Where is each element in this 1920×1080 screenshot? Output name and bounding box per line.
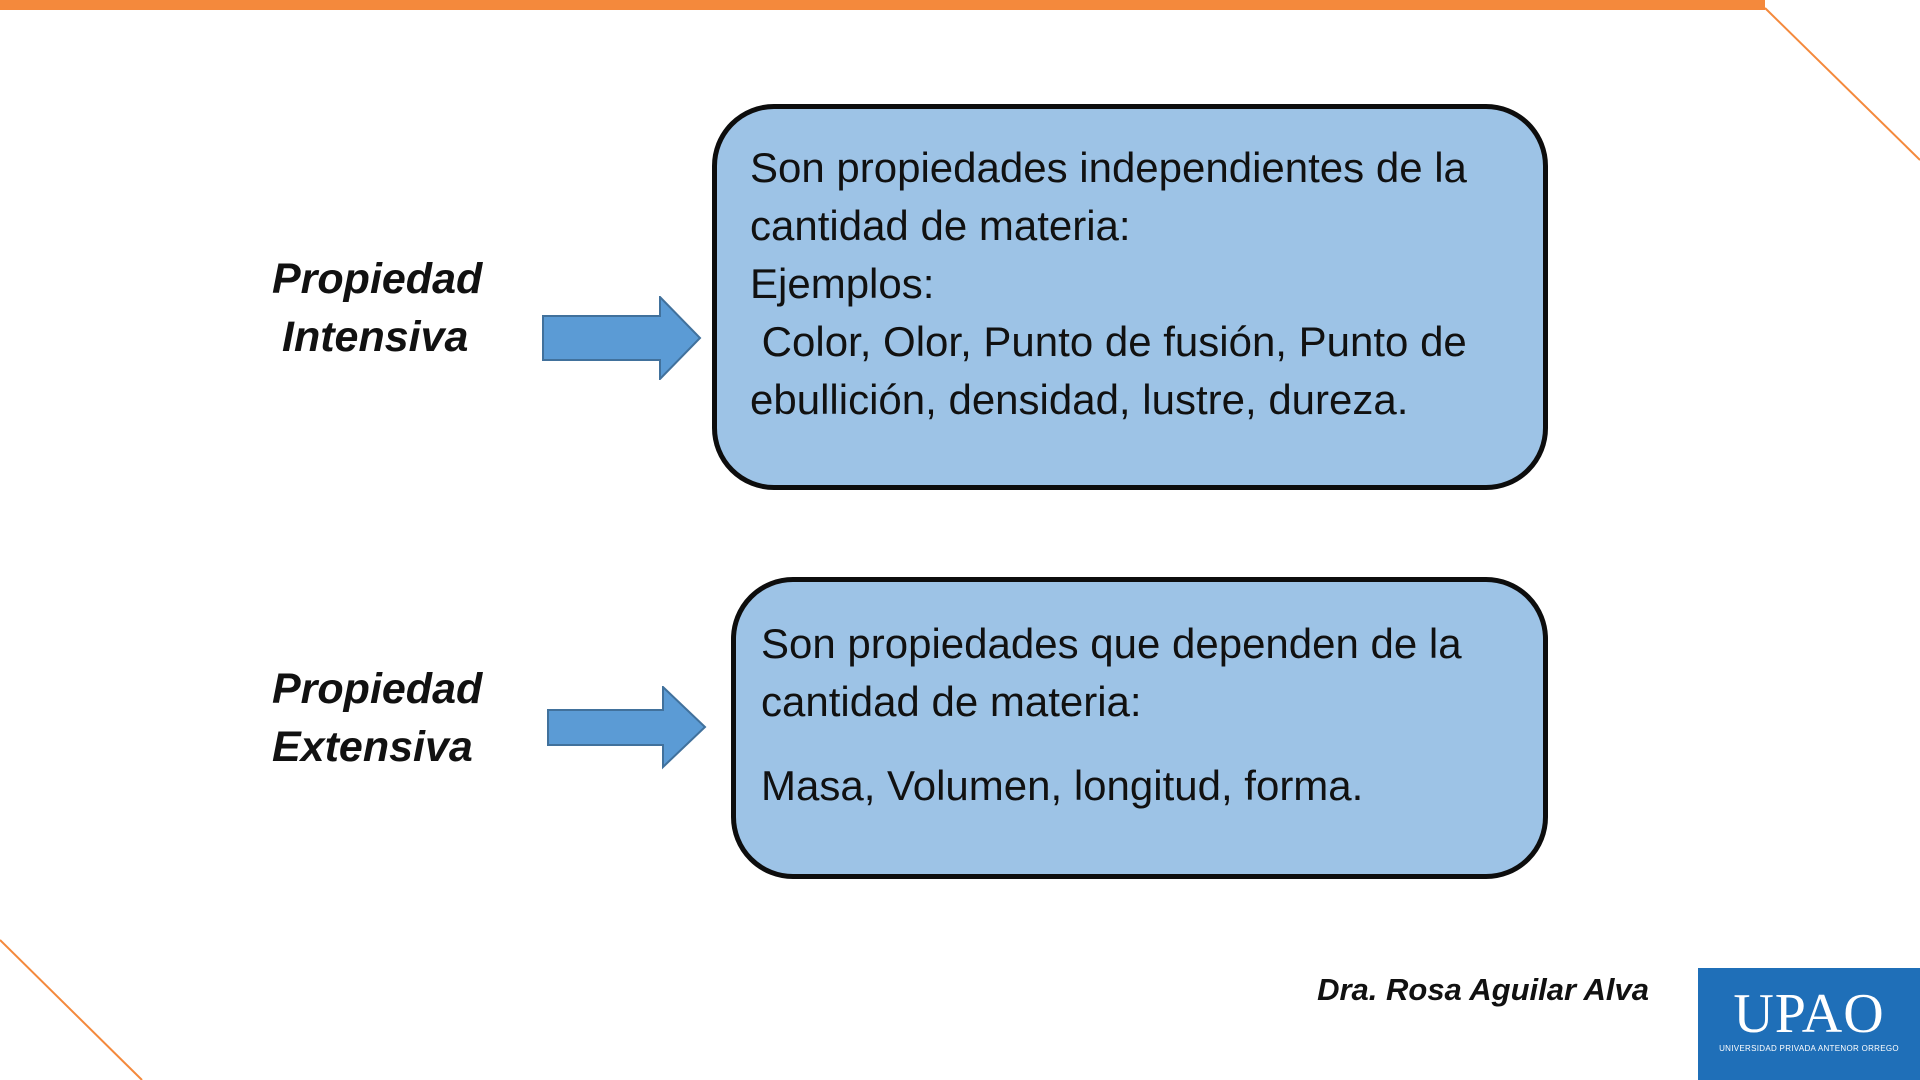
extensive-label-line1: Propiedad <box>272 665 483 713</box>
author-name: Dra. Rosa Aguilar Alva <box>1317 972 1649 1007</box>
extensive-box-line: Son propiedades que dependen de la <box>761 620 1462 667</box>
top-accent-bar <box>0 0 1765 10</box>
extensive-box-line: Masa, Volumen, longitud, forma. <box>761 762 1364 809</box>
intensive-box-line: ebullición, densidad, lustre, dureza. <box>750 376 1409 423</box>
intensive-box-line: Son propiedades independientes de la <box>750 144 1467 191</box>
extensive-property-label <box>272 660 482 776</box>
intensive-box-line: cantidad de materia: <box>750 202 1131 249</box>
spacer <box>761 731 1515 757</box>
intensive-box-line: Color, Olor, Punto de fusión, Punto de <box>750 318 1467 365</box>
intensive-property-label <box>272 250 482 366</box>
bottom-left-corner-line <box>0 940 142 1080</box>
logo-wordmark: UPAO <box>1733 983 1885 1045</box>
intensive-box-line: Ejemplos: <box>750 260 935 307</box>
intensive-label-line2: Intensiva <box>282 313 469 361</box>
logo-subtitle: UNIVERSIDAD PRIVADA ANTENOR ORREGO <box>1719 1044 1899 1053</box>
intensive-label-line1: Propiedad <box>272 255 483 303</box>
top-right-corner-line <box>1765 8 1920 160</box>
upao-logo <box>1698 968 1920 1080</box>
extensive-arrow-icon <box>547 686 707 770</box>
extensive-definition-box <box>731 577 1548 879</box>
extensive-label-line2: Extensiva <box>272 723 473 771</box>
intensive-definition-box <box>712 104 1548 490</box>
intensive-arrow-icon <box>542 296 702 380</box>
extensive-box-line: cantidad de materia: <box>761 678 1142 725</box>
